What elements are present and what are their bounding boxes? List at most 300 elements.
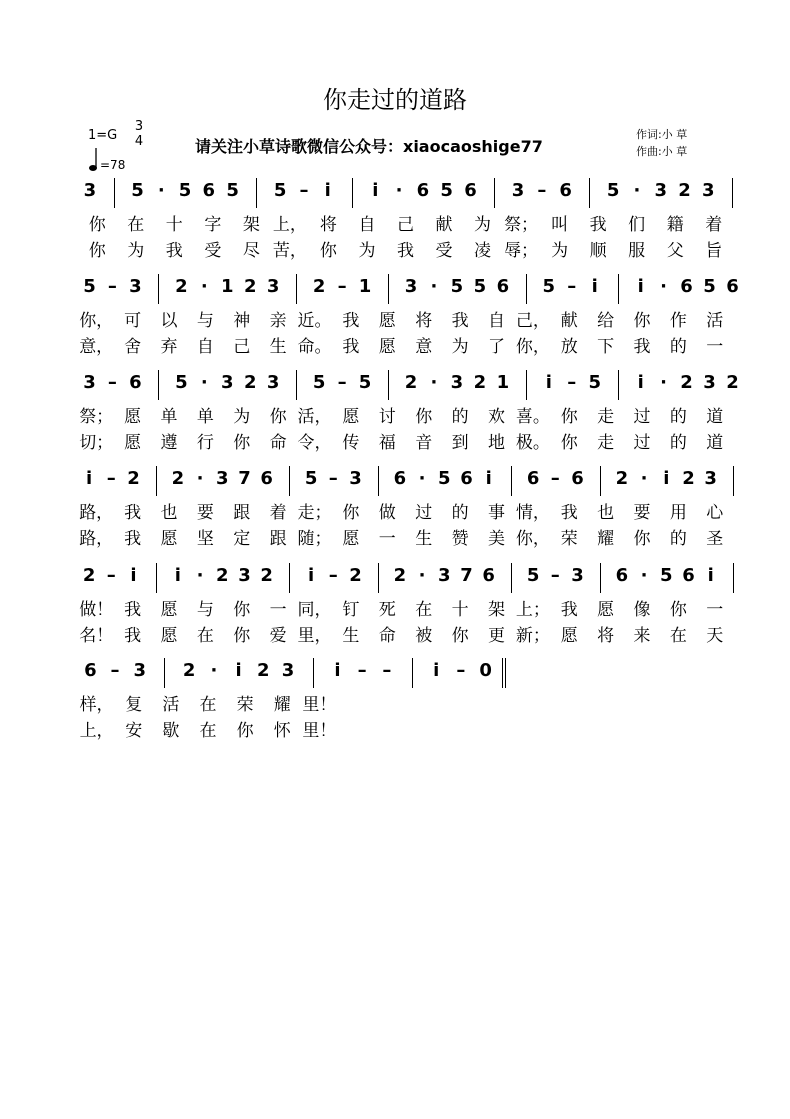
bar-line bbox=[164, 658, 165, 688]
lyric-syllable: 的 bbox=[669, 529, 687, 549]
lyric-syllable: 为 bbox=[474, 215, 492, 235]
lyric-syllable: 祭； bbox=[79, 407, 114, 427]
note: 2 bbox=[404, 372, 418, 393]
lyric-syllable: 自 bbox=[358, 215, 376, 235]
note: 2 bbox=[82, 565, 96, 586]
lyric-syllable: 单 bbox=[196, 407, 214, 427]
note: i bbox=[308, 565, 315, 586]
lyric-syllable: 己， bbox=[515, 311, 550, 331]
lyric-syllable: 受 bbox=[435, 241, 453, 261]
lyric-syllable: 愿 bbox=[160, 529, 178, 549]
lyric-syllable: 将 bbox=[597, 626, 615, 646]
lyric-syllable: 父 bbox=[666, 241, 684, 261]
lyric-syllable: 命。 bbox=[297, 337, 332, 357]
lyric-syllable: 愿 bbox=[160, 600, 178, 620]
song-title: 你走过的道路 bbox=[323, 86, 467, 114]
lyric-syllable: 钉 bbox=[342, 600, 360, 620]
lyric-syllable: 与 bbox=[196, 600, 214, 620]
note: 2 bbox=[260, 565, 273, 586]
lyric-syllable: 事 bbox=[487, 503, 505, 523]
lyric-syllable: 你， bbox=[515, 529, 550, 549]
lyric-syllable: 路， bbox=[79, 529, 114, 549]
note: 2 bbox=[312, 276, 326, 297]
lyric-syllable: 一 bbox=[378, 529, 396, 549]
lyric-syllable: 用 bbox=[669, 503, 687, 523]
lyric-syllable: 怀 bbox=[273, 721, 291, 741]
bar-line bbox=[600, 563, 601, 593]
note: · bbox=[210, 660, 218, 681]
lyric-syllable: 道 bbox=[706, 433, 724, 453]
note: – bbox=[328, 468, 338, 489]
note: 3 bbox=[83, 180, 97, 201]
lyric-syllable: 献 bbox=[560, 311, 578, 331]
note: 5 bbox=[440, 180, 453, 201]
lyric-syllable: 你 bbox=[88, 241, 106, 261]
bar-line bbox=[156, 466, 157, 496]
lyric-syllable: 你 bbox=[233, 433, 251, 453]
bar-line bbox=[618, 274, 619, 304]
lyric-syllable: 意， bbox=[79, 337, 114, 357]
lyric-syllable: 同， bbox=[297, 600, 332, 620]
lyric-syllable: 受 bbox=[204, 241, 222, 261]
lyric-syllable: 你 bbox=[233, 626, 251, 646]
lyric-syllable: 架 bbox=[487, 600, 505, 620]
bar-line bbox=[289, 466, 290, 496]
note: i bbox=[485, 468, 492, 489]
note: 6 bbox=[496, 276, 510, 297]
lyric-syllable: 在 bbox=[199, 695, 217, 715]
lyric-syllable: 愿 bbox=[378, 311, 396, 331]
lyric-syllable: 为 bbox=[358, 241, 376, 261]
lyric-syllable: 赞 bbox=[451, 529, 469, 549]
note: 6 bbox=[482, 565, 495, 586]
bar-line bbox=[526, 274, 527, 304]
lyric-syllable: 圣 bbox=[706, 529, 724, 549]
note: – bbox=[567, 276, 577, 297]
subtitle: 请关注小草诗歌微信公众号：xiaocaoshige77 bbox=[195, 137, 543, 156]
note: 5 bbox=[542, 276, 556, 297]
note: 2 bbox=[243, 276, 257, 297]
lyric-syllable: 做！ bbox=[79, 600, 114, 620]
note: 6 bbox=[460, 468, 473, 489]
lyric-syllable: 愿 bbox=[342, 407, 360, 427]
lyric-syllable: 着 bbox=[269, 503, 287, 523]
lyric-syllable: 命 bbox=[269, 433, 287, 453]
lyric-syllable: 愿 bbox=[560, 626, 578, 646]
note: 3 bbox=[450, 372, 464, 393]
lyric-syllable: 你， bbox=[515, 337, 550, 357]
bar-line bbox=[388, 370, 389, 400]
note: – bbox=[337, 372, 347, 393]
lyric-syllable: 单 bbox=[160, 407, 178, 427]
lyric-syllable: 为 bbox=[127, 241, 145, 261]
note: 3 bbox=[703, 372, 716, 393]
note: · bbox=[430, 276, 438, 297]
lyric-syllable: 样， bbox=[79, 695, 114, 715]
lyric-syllable: 下 bbox=[597, 337, 615, 357]
note: 6 bbox=[260, 468, 273, 489]
bar-line bbox=[289, 563, 290, 593]
bar-line bbox=[296, 274, 297, 304]
note: · bbox=[660, 372, 668, 393]
lyric-syllable: 愿 bbox=[124, 407, 142, 427]
note: i bbox=[174, 565, 181, 586]
note: · bbox=[395, 180, 403, 201]
lyric-syllable: 在 bbox=[196, 626, 214, 646]
lyric-syllable: 旨 bbox=[705, 241, 723, 261]
lyric-syllable: 耀 bbox=[597, 529, 615, 549]
bar-line bbox=[511, 563, 512, 593]
lyric-syllable: 在 bbox=[669, 626, 687, 646]
lyric-syllable: 上， bbox=[272, 215, 307, 235]
note: 2 bbox=[393, 565, 407, 586]
lyric-syllable: 叫 bbox=[551, 215, 569, 235]
lyric-syllable: 的 bbox=[669, 337, 687, 357]
lyric-syllable: 活 bbox=[162, 695, 180, 715]
lyric-syllable: 你 bbox=[319, 241, 337, 261]
note: · bbox=[200, 372, 208, 393]
lyric-syllable: 我 bbox=[589, 215, 607, 235]
lyric-syllable: 音 bbox=[415, 433, 433, 453]
lyric-syllable: 遵 bbox=[160, 433, 178, 453]
note: 5 bbox=[304, 468, 318, 489]
lyric-syllable: 随； bbox=[297, 529, 332, 549]
lyric-syllable: 弃 bbox=[160, 337, 178, 357]
note: 5 bbox=[312, 372, 326, 393]
lyric-syllable: 在 bbox=[127, 215, 145, 235]
lyric-syllable: 我 bbox=[633, 337, 651, 357]
lyric-syllable: 意 bbox=[415, 337, 433, 357]
lyric-syllable: 过 bbox=[633, 433, 651, 453]
lyric-syllable: 活， bbox=[297, 407, 332, 427]
note: i bbox=[637, 276, 644, 297]
note: · bbox=[200, 276, 208, 297]
lyric-syllable: 行 bbox=[196, 433, 214, 453]
lyric-syllable: 们 bbox=[628, 215, 646, 235]
note: 3 bbox=[133, 660, 147, 681]
lyric-syllable: 传 bbox=[342, 433, 360, 453]
lyric-syllable: 安 bbox=[125, 721, 143, 741]
lyric-syllable: 了 bbox=[487, 337, 505, 357]
lyric-syllable: 亲 bbox=[269, 311, 287, 331]
note: · bbox=[157, 180, 165, 201]
bar-line bbox=[494, 178, 495, 208]
note: i bbox=[707, 565, 714, 586]
lyric-syllable: 坚 bbox=[196, 529, 214, 549]
lyric-syllable: 你 bbox=[415, 407, 433, 427]
note: · bbox=[196, 468, 204, 489]
lyric-syllable: 凌 bbox=[474, 241, 492, 261]
bar-line bbox=[388, 274, 389, 304]
note: 3 bbox=[281, 660, 295, 681]
lyric-syllable: 尽 bbox=[242, 241, 260, 261]
note: 5 bbox=[473, 276, 487, 297]
bar-line bbox=[732, 178, 733, 208]
note: 5 bbox=[526, 565, 540, 586]
bar-line bbox=[511, 466, 512, 496]
lyric-syllable: 我 bbox=[342, 311, 360, 331]
lyric-syllable: 为 bbox=[451, 337, 469, 357]
note: – bbox=[550, 565, 560, 586]
lyric-syllable: 上， bbox=[79, 721, 114, 741]
lyric-syllable: 将 bbox=[415, 311, 433, 331]
lyric-syllable: 生 bbox=[342, 626, 360, 646]
lyric-syllable: 跟 bbox=[269, 529, 287, 549]
lyric-syllable: 祭； bbox=[504, 215, 539, 235]
lyric-syllable: 复 bbox=[125, 695, 143, 715]
lyric-syllable: 美 bbox=[487, 529, 505, 549]
lyric-syllable: 愿 bbox=[342, 529, 360, 549]
lyric-syllable: 过 bbox=[415, 503, 433, 523]
lyric-syllable: 的 bbox=[669, 433, 687, 453]
lyric-syllable: 你 bbox=[451, 626, 469, 646]
note: – bbox=[550, 468, 560, 489]
bar-line bbox=[158, 370, 159, 400]
lyric-syllable: 要 bbox=[633, 503, 651, 523]
note: 3 bbox=[129, 276, 142, 297]
note: i bbox=[433, 660, 440, 681]
lyric-syllable: 新； bbox=[515, 626, 550, 646]
lyricist-credit: 作词:小 草 bbox=[636, 128, 688, 141]
lyric-syllable: 福 bbox=[378, 433, 396, 453]
note: 6 bbox=[682, 565, 695, 586]
lyric-syllable: 我 bbox=[451, 311, 469, 331]
note: 5 bbox=[606, 180, 620, 201]
lyric-syllable: 定 bbox=[233, 529, 251, 549]
lyric-syllable: 你 bbox=[88, 215, 106, 235]
bar-line bbox=[526, 370, 527, 400]
lyric-syllable: 愿 bbox=[160, 626, 178, 646]
lyric-syllable: 道 bbox=[706, 407, 724, 427]
note: – bbox=[299, 180, 309, 201]
note: i bbox=[637, 372, 644, 393]
note: 2 bbox=[473, 372, 487, 393]
lyric-syllable: 更 bbox=[487, 626, 505, 646]
lyric-syllable: 极。 bbox=[515, 433, 550, 453]
note: i bbox=[235, 660, 242, 681]
note: 5 bbox=[273, 180, 287, 201]
lyric-syllable: 服 bbox=[628, 241, 646, 261]
note: 6 bbox=[202, 180, 216, 201]
lyric-syllable: 献 bbox=[435, 215, 453, 235]
bar-line bbox=[378, 563, 379, 593]
lyric-syllable: 你， bbox=[79, 311, 114, 331]
lyric-syllable: 你 bbox=[269, 407, 287, 427]
bar-line bbox=[114, 178, 115, 208]
note: 7 bbox=[460, 565, 473, 586]
lyric-syllable: 为 bbox=[551, 241, 569, 261]
lyric-syllable: 我 bbox=[165, 241, 183, 261]
note: 5 bbox=[131, 180, 144, 201]
lyric-syllable: 活 bbox=[706, 311, 724, 331]
lyric-syllable: 给 bbox=[597, 311, 615, 331]
note: 3 bbox=[349, 468, 362, 489]
note: 6 bbox=[129, 372, 142, 393]
note: 6 bbox=[726, 276, 739, 297]
lyric-syllable: 十 bbox=[165, 215, 183, 235]
lyric-syllable: 到 bbox=[451, 433, 469, 453]
lyric-syllable: 情， bbox=[515, 503, 550, 523]
lyric-syllable: 以 bbox=[160, 311, 178, 331]
note: 5 bbox=[703, 276, 716, 297]
lyric-syllable: 令， bbox=[297, 433, 332, 453]
note: 0 bbox=[479, 660, 492, 681]
note: 5 bbox=[226, 180, 239, 201]
lyric-syllable: 也 bbox=[160, 503, 178, 523]
lyric-syllable: 愿 bbox=[124, 433, 142, 453]
note: 3 bbox=[511, 180, 525, 201]
note: – bbox=[107, 372, 117, 393]
lyric-syllable: 生 bbox=[415, 529, 433, 549]
lyric-syllable: 我 bbox=[124, 626, 142, 646]
note: 6 bbox=[416, 180, 430, 201]
note: 1 bbox=[220, 276, 234, 297]
note: · bbox=[640, 468, 648, 489]
note: 3 bbox=[704, 468, 717, 489]
note: · bbox=[196, 565, 204, 586]
note: – bbox=[110, 660, 120, 681]
note: · bbox=[418, 565, 426, 586]
lyric-syllable: 走 bbox=[597, 433, 615, 453]
lyric-syllable: 被 bbox=[415, 626, 433, 646]
lyric-syllable: 着 bbox=[705, 215, 723, 235]
note: · bbox=[633, 180, 641, 201]
note: 2 bbox=[349, 565, 362, 586]
bar-line bbox=[296, 370, 297, 400]
bar-line bbox=[313, 658, 314, 688]
lyric-syllable: 路， bbox=[79, 503, 114, 523]
note: – bbox=[456, 660, 466, 681]
note: 3 bbox=[571, 565, 584, 586]
lyric-syllable: 欢 bbox=[487, 407, 505, 427]
lyric-syllable: 耀 bbox=[273, 695, 291, 715]
lyric-syllable: 过 bbox=[633, 407, 651, 427]
note: i bbox=[545, 372, 552, 393]
note: 3 bbox=[83, 372, 96, 393]
bar-line bbox=[256, 178, 257, 208]
lyric-syllable: 讨 bbox=[378, 407, 396, 427]
lyric-syllable: 来 bbox=[633, 626, 651, 646]
lyric-syllable: 一 bbox=[269, 600, 287, 620]
lyric-syllable: 的 bbox=[451, 407, 469, 427]
note: · bbox=[640, 565, 648, 586]
lyric-syllable: 你 bbox=[633, 311, 651, 331]
note: i bbox=[591, 276, 598, 297]
lyric-syllable: 我 bbox=[342, 337, 360, 357]
note: 3 bbox=[238, 565, 251, 586]
lyric-syllable: 我 bbox=[396, 241, 414, 261]
note: 2 bbox=[182, 660, 196, 681]
note: – bbox=[357, 660, 367, 681]
lyric-syllable: 你 bbox=[342, 503, 360, 523]
note: 1 bbox=[496, 372, 510, 393]
lyric-syllable: 愿 bbox=[597, 600, 615, 620]
lyric-syllable: 上； bbox=[515, 600, 550, 620]
note: i bbox=[663, 468, 670, 489]
note: 6 bbox=[84, 660, 97, 681]
note: 5 bbox=[178, 180, 192, 201]
lyric-syllable: 作 bbox=[669, 311, 687, 331]
lyric-syllable: 放 bbox=[560, 337, 578, 357]
note: 6 bbox=[571, 468, 584, 489]
note: 2 bbox=[678, 180, 691, 201]
lyric-syllable: 荣 bbox=[560, 529, 578, 549]
lyric-syllable: 与 bbox=[196, 311, 214, 331]
lyric-syllable: 心 bbox=[706, 503, 724, 523]
note: 3 bbox=[702, 180, 715, 201]
bar-line bbox=[412, 658, 413, 688]
lyric-syllable: 自 bbox=[487, 311, 505, 331]
lyric-syllable: 我 bbox=[124, 503, 142, 523]
lyric-syllable: 的 bbox=[451, 503, 469, 523]
lyric-syllable: 跟 bbox=[233, 503, 251, 523]
note: · bbox=[660, 276, 668, 297]
lyric-syllable: 里， bbox=[297, 626, 332, 646]
lyric-syllable: 你 bbox=[669, 600, 687, 620]
lyric-syllable: 里！ bbox=[302, 695, 337, 715]
lyric-syllable: 你 bbox=[633, 529, 651, 549]
lyric-syllable: 歇 bbox=[162, 721, 180, 741]
note: 2 bbox=[127, 468, 140, 489]
note: – bbox=[537, 180, 547, 201]
lyric-syllable: 要 bbox=[196, 503, 214, 523]
note: 3 bbox=[266, 276, 280, 297]
lyric-syllable: 你 bbox=[236, 721, 254, 741]
bar-line bbox=[352, 178, 353, 208]
note: 6 bbox=[680, 276, 693, 297]
note: 3 bbox=[404, 276, 418, 297]
time-signature-bottom: 4 bbox=[134, 134, 144, 149]
note: – bbox=[107, 276, 117, 297]
time-signature-top: 3 bbox=[134, 119, 144, 134]
lyric-syllable: 做 bbox=[378, 503, 396, 523]
note: 5 bbox=[175, 372, 188, 393]
lyric-syllable: 在 bbox=[415, 600, 433, 620]
lyric-syllable: 切； bbox=[79, 433, 114, 453]
note: 6 bbox=[615, 565, 629, 586]
lyric-syllable: 爱 bbox=[269, 626, 287, 646]
note: 3 bbox=[266, 372, 280, 393]
lyric-syllable: 在 bbox=[199, 721, 217, 741]
note: – bbox=[337, 276, 347, 297]
note: 2 bbox=[682, 468, 695, 489]
lyric-syllable: 自 bbox=[196, 337, 214, 357]
bar-line bbox=[600, 466, 601, 496]
note: 2 bbox=[243, 372, 257, 393]
note: 2 bbox=[615, 468, 629, 489]
lyric-syllable: 走 bbox=[597, 407, 615, 427]
bar-line bbox=[618, 370, 619, 400]
note: 6 bbox=[393, 468, 407, 489]
note: 2 bbox=[726, 372, 739, 393]
bar-line bbox=[733, 563, 734, 593]
lyric-syllable: 辱； bbox=[504, 241, 539, 261]
note: 6 bbox=[464, 180, 477, 201]
note: i bbox=[86, 468, 93, 489]
note: 5 bbox=[450, 276, 464, 297]
lyric-syllable: 地 bbox=[487, 433, 505, 453]
lyric-syllable: 架 bbox=[242, 215, 260, 235]
lyric-syllable: 舍 bbox=[124, 337, 142, 357]
final-bar-line bbox=[502, 658, 506, 688]
lyric-syllable: 生 bbox=[269, 337, 287, 357]
note: i bbox=[130, 565, 137, 586]
lyric-syllable: 我 bbox=[124, 529, 142, 549]
bar-line bbox=[158, 274, 159, 304]
lyric-syllable: 我 bbox=[560, 600, 578, 620]
note: 7 bbox=[238, 468, 251, 489]
note: · bbox=[430, 372, 438, 393]
